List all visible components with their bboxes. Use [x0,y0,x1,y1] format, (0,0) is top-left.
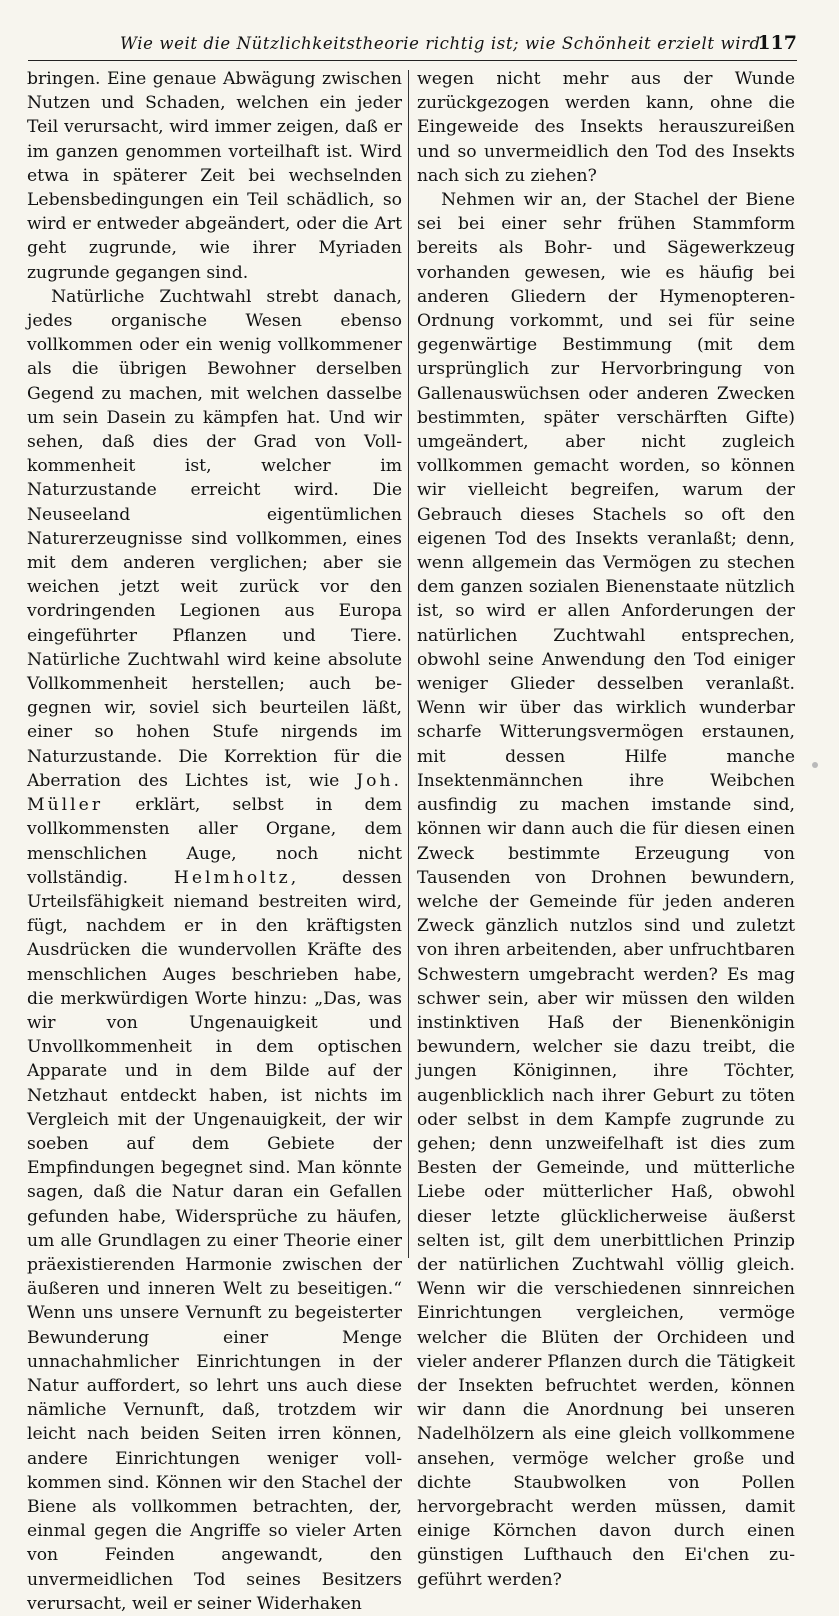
running-head-title: Wie weit die Nützlichkeitstheorie richtig ist; wie Schönheit erzielt wird. [120,34,767,53]
paragraph-continued: bringen. Eine genaue Abwägung zwischen Nutzen und Schaden, welchen ein jeder Teil verursacht, wird immer zeigen, daß er im ganzen genommen vorteilhaft ist. Wird etwa in späterer Zeit bei wechselnden Lebensbedingungen ein Teil schädlich, so wird er entweder abgeändert, oder die Art geht zugrunde, wie ihrer Myriaden zugrunde gegangen sind. [27,69,402,283]
scan-dot [812,762,818,768]
column-divider [408,70,409,1258]
right-column [417,67,795,1590]
page-number: 117 [757,32,797,54]
paragraph-text: , dessen Urteilsfähigkeit niemand bestreiten wird, fügt, nachdem er in den kräftigsten Ausdrücken die wundervollen Kräfte des menschlichen Auges beschrieben habe, die merkwürdigen Worte hinzu: „Das, was wir von Ungenauigkeit und Unvollkommenheit in dem optischen Apparate und in dem Bilde auf der Netzhaut entdeckt haben, ist nichts im Vergleich mit der Ungenauigkeit, der wir soeben auf dem Gebiete der Empfindungen begegnet sind. Man könnte sagen, daß die Natur daran ein Gefallen gefunden habe, Widersprüche zu häufen, um alle Grundlagen zu einer Theorie einer präexistierenden Harmonie zwischen der äußeren und inneren Welt zu beseitigen.“ Wenn uns unsere Vernunft zu begeisterter Bewunderung einer Menge unnachahmlicher Einrichtungen in der Natur auffordert, so lehrt uns auch diese nämliche Vernunft, daß, trotzdem wir leicht nach beiden Seiten irren können, andere Einrichtungen weniger vollkommen sind. Können wir den Stachel der Biene als vollkommen betrachten, der, einmal gegen die Angriffe so vieler Arten von Feinden angewandt, den unvermeidlichen Tod seines Besitzers verursacht, weil er seiner Widerhaken [27,867,403,1614]
paragraph-natural-selection [27,285,402,1616]
author-name-helmholtz: Helmholtz [173,867,291,888]
author-name-mueller: Joh. Müller [27,770,402,816]
paragraph-text: erklärt, selbst in dem vollkommensten aller Organe, dem menschlichen Auge, noch nicht vollständig. [27,795,402,888]
paragraph-continued-right: wegen nicht mehr aus der Wunde zurückgezogen werden kann, ohne die Eingeweide des Insekts herauszureißen und so unvermeidlich den Tod des Insekts nach sich zu ziehen? [417,69,795,186]
paragraph-bee-sting: Nehmen wir an, der Stachel der Biene sei bei einer sehr frühen Stammform bereits als Bohr- und Sägewerkzeug vorhanden gewesen, wie es häufig bei anderen Gliedern der Hymenopteren-Ordnung vorkommt, und sei für seine gegenwärtige Bestimmung (mit dem ursprünglich zur Hervorbringung von Gallenauswüchsen oder anderen Zwecken bestimmten, später verschärften Gifte) umgeändert, aber nicht zugleich vollkommen gemacht worden, so können wir vielleicht begreifen, warum der Gebrauch dieses Stachels so oft den eigenen Tod des Insekts veranlaßt; denn, wenn allgemein das Vermögen zu stechen dem ganzen sozialen Bienenstaate nützlich ist, so wird er allen Anforderungen der natürlichen Zuchtwahl entsprechen, obwohl seine Anwendung den Tod einiger weniger Glieder desselben veranlaßt. Wenn wir über das wirklich wunderbar scharfe Witterungsvermögen erstaunen, mit dessen Hilfe manche Insektenmännchen ihre Weibchen ausfindig zu machen imstande sind, können wir dann auch die für diesen einen Zweck bestimmte Erzeugung von Tausenden von Drohnen bewundern, welche der Gemeinde für jeden anderen Zweck gänzlich nutzlos sind und zuletzt von ihren arbeitenden, aber unfruchtbaren Schwestern umgebracht werden? Es mag schwer sein, aber wir müssen den wilden instinktiven Haß der Bienenkönigin bewundern, welcher sie dazu treibt, die jungen Königinnen, ihre Töchter, augenblicklich nach ihrer Geburt zu töten oder selbst in dem Kampfe zugrunde zu gehen; denn unzweifelhaft ist dies zum Besten der Gemeinde, und mütterliche Liebe oder mütterlicher Haß, obwohl dieser letzte glücklicherweise äußerst selten ist, gilt dem unerbittlichen Prinzip der natürlichen Zuchtwahl völlig gleich. Wenn wir die verschiedenen sinnreichen Einrichtungen vergleichen, vermöge welcher die Blüten der Orchideen und vieler anderer Pflanzen durch die Tätigkeit der Insekten befruchtet werden, können wir dann die Anordnung bei unseren Nadelhölzern als eine gleich vollkommene ansehen, vermöge welcher große und dichte Staubwolken von Pollen hervorgebracht werden müssen, damit einige Körnchen davon durch einen günstigen Lufthauch den Ei'chen zugeführt werden? [417,190,795,1590]
running-header [28,30,797,61]
paragraph-text: Natürliche Zuchtwahl strebt danach, jedes organische Wesen ebenso vollkommen oder ein wenig vollkommener als die übrigen Bewohner derselben Gegend zu machen, mit welchen dasselbe um sein Dasein zu kämpfen hat. Und wir sehen, daß dies der Grad von Vollkommenheit ist, welcher im Naturzustande erreicht wird. Die Neuseeland eigentümlichen Naturerzeugnisse sind vollkommen, eines mit dem anderen verglichen; aber sie weichen jetzt weit zurück vor den vordringenden Legionen aus Europa eingeführter Pflanzen und Tiere. Natürliche Zuchtwahl wird keine absolute Vollkommenheit herstellen; auch begegnen wir, soviel sich beurteilen läßt, einer so hohen Stufe nirgends im Naturzustande. Die Korrektion für die Aberration des Lichtes ist, wie [27,286,402,791]
left-column [27,67,403,1614]
